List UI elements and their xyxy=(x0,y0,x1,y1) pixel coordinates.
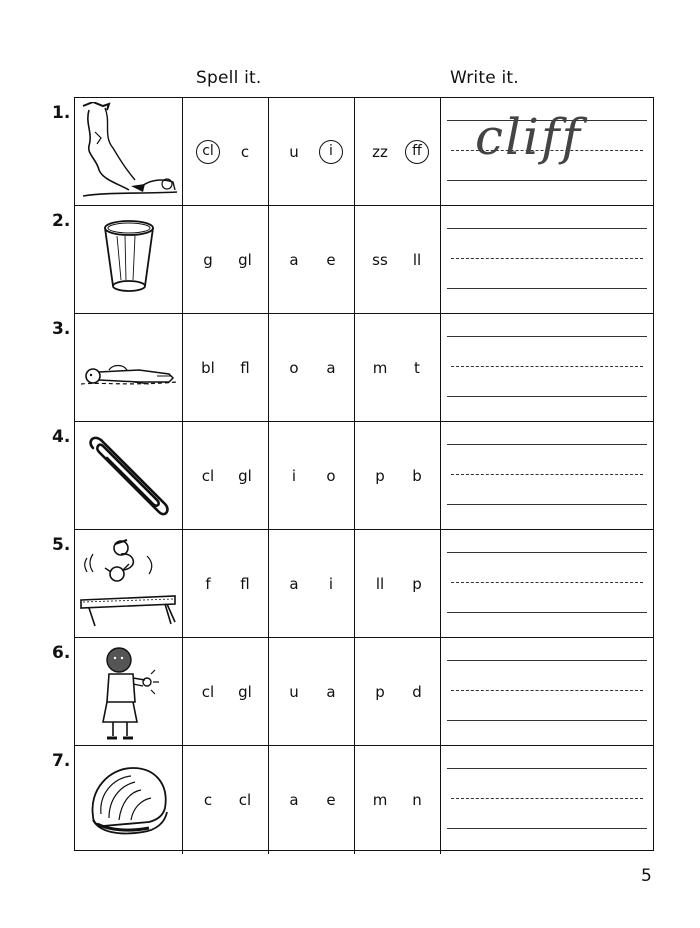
row-number-2: 2. xyxy=(52,211,71,231)
choice-option[interactable]: bl xyxy=(201,358,215,377)
choice-group-1 xyxy=(183,638,269,745)
choice-option[interactable]: a xyxy=(326,682,336,701)
worksheet-row-5 xyxy=(75,530,653,638)
baseline xyxy=(447,504,647,505)
worksheet-row-1 xyxy=(75,98,653,206)
choice-group-3 xyxy=(355,530,441,637)
top-line xyxy=(447,336,647,337)
choice-option[interactable]: ss xyxy=(372,250,388,269)
page-number: 5 xyxy=(641,866,652,886)
choice-option[interactable]: a xyxy=(289,574,299,593)
choice-option[interactable]: gl xyxy=(238,466,252,485)
choice-group-1 xyxy=(183,314,269,421)
choice-option[interactable]: ll xyxy=(412,250,422,269)
choice-group-3 xyxy=(355,746,441,854)
choice-group-1 xyxy=(183,746,269,854)
choice-option[interactable]: ff xyxy=(405,140,429,164)
clap-icon xyxy=(79,642,179,742)
picture-cell xyxy=(75,206,183,313)
choice-option[interactable]: i xyxy=(328,574,334,593)
choice-option[interactable]: p xyxy=(412,574,422,593)
choice-option[interactable]: fl xyxy=(240,358,250,377)
midline xyxy=(451,474,643,475)
write-area[interactable] xyxy=(441,98,655,205)
baseline xyxy=(447,396,647,397)
spell-it-heading: Spell it. xyxy=(196,68,262,88)
picture-cell xyxy=(75,422,183,529)
choice-option[interactable]: gl xyxy=(238,682,252,701)
write-area[interactable] xyxy=(441,746,655,854)
row-number-6: 6. xyxy=(52,643,71,663)
top-line xyxy=(447,552,647,553)
worksheet-row-3 xyxy=(75,314,653,422)
choice-option[interactable]: cl xyxy=(201,466,215,485)
choice-option[interactable]: zz xyxy=(372,142,388,161)
choice-group-1 xyxy=(183,422,269,529)
choice-group-3 xyxy=(355,422,441,529)
choice-option[interactable]: c xyxy=(203,791,213,809)
choice-option[interactable]: e xyxy=(326,250,336,269)
worksheet-row-7 xyxy=(75,746,653,854)
choice-group-2 xyxy=(269,206,355,313)
write-area[interactable] xyxy=(441,638,655,745)
choice-option[interactable]: cl xyxy=(196,140,220,164)
midline xyxy=(451,366,643,367)
top-line xyxy=(447,768,647,769)
choice-option[interactable]: n xyxy=(412,791,422,809)
choice-group-1 xyxy=(183,98,269,205)
cliff-icon xyxy=(79,102,179,202)
flip-icon xyxy=(79,534,179,634)
baseline xyxy=(447,180,647,181)
choice-option[interactable]: d xyxy=(412,682,422,701)
baseline xyxy=(447,612,647,613)
glass-icon xyxy=(79,210,179,310)
choice-group-3 xyxy=(355,206,441,313)
picture-cell xyxy=(75,638,183,745)
picture-cell xyxy=(75,98,183,205)
choice-option[interactable]: i xyxy=(291,466,297,485)
choice-option[interactable]: c xyxy=(240,142,250,161)
choice-option[interactable]: p xyxy=(375,682,385,701)
write-area[interactable] xyxy=(441,422,655,529)
picture-cell xyxy=(75,314,183,421)
choice-option[interactable]: a xyxy=(289,791,299,809)
choice-group-2 xyxy=(269,746,355,854)
choice-option[interactable]: o xyxy=(289,358,299,377)
baseline xyxy=(447,720,647,721)
midline xyxy=(451,582,643,583)
row-number-3: 3. xyxy=(52,319,71,339)
choice-option[interactable]: gl xyxy=(238,250,252,269)
midline xyxy=(451,690,643,691)
write-it-heading: Write it. xyxy=(450,68,519,88)
row-number-5: 5. xyxy=(52,535,71,555)
row-number-1: 1. xyxy=(52,103,71,123)
choice-group-2 xyxy=(269,422,355,529)
row-number-7: 7. xyxy=(52,751,71,771)
choice-option[interactable]: f xyxy=(205,574,211,593)
choice-option[interactable]: m xyxy=(372,791,388,809)
choice-group-2 xyxy=(269,98,355,205)
top-line xyxy=(447,228,647,229)
choice-group-2 xyxy=(269,314,355,421)
choice-option[interactable]: cl xyxy=(201,682,215,701)
choice-option[interactable]: cl xyxy=(238,791,252,809)
choice-group-1 xyxy=(183,206,269,313)
choice-option[interactable]: b xyxy=(412,466,422,485)
midline xyxy=(451,258,643,259)
choice-option[interactable]: a xyxy=(289,250,299,269)
choice-option[interactable]: ll xyxy=(375,574,385,593)
example-word: cliff xyxy=(475,108,582,166)
write-area[interactable] xyxy=(441,206,655,313)
picture-cell xyxy=(75,746,183,854)
float-icon xyxy=(79,318,179,418)
choice-group-3 xyxy=(355,314,441,421)
picture-cell xyxy=(75,530,183,637)
spelling-worksheet xyxy=(74,97,654,851)
choice-option[interactable]: o xyxy=(326,466,336,485)
choice-option[interactable]: a xyxy=(326,358,336,377)
top-line xyxy=(447,444,647,445)
choice-group-3 xyxy=(355,98,441,205)
choice-group-3 xyxy=(355,638,441,745)
clam-icon xyxy=(79,750,179,850)
choice-group-1 xyxy=(183,530,269,637)
write-area[interactable] xyxy=(441,530,655,637)
choice-option[interactable]: i xyxy=(319,140,343,164)
choice-option[interactable]: fl xyxy=(240,574,250,593)
choice-option[interactable]: t xyxy=(414,358,420,377)
choice-option[interactable]: g xyxy=(203,250,213,269)
choice-option[interactable]: u xyxy=(289,682,299,701)
choice-group-2 xyxy=(269,530,355,637)
choice-option[interactable]: u xyxy=(289,142,299,161)
row-number-4: 4. xyxy=(52,427,71,447)
worksheet-row-4 xyxy=(75,422,653,530)
choice-option[interactable]: p xyxy=(375,466,385,485)
choice-group-2 xyxy=(269,638,355,745)
clip-icon xyxy=(79,426,179,526)
midline xyxy=(451,798,643,799)
baseline xyxy=(447,828,647,829)
baseline xyxy=(447,288,647,289)
choice-option[interactable]: e xyxy=(326,791,336,809)
worksheet-row-2 xyxy=(75,206,653,314)
top-line xyxy=(447,660,647,661)
choice-option[interactable]: m xyxy=(372,358,388,377)
write-area[interactable] xyxy=(441,314,655,421)
worksheet-row-6 xyxy=(75,638,653,746)
